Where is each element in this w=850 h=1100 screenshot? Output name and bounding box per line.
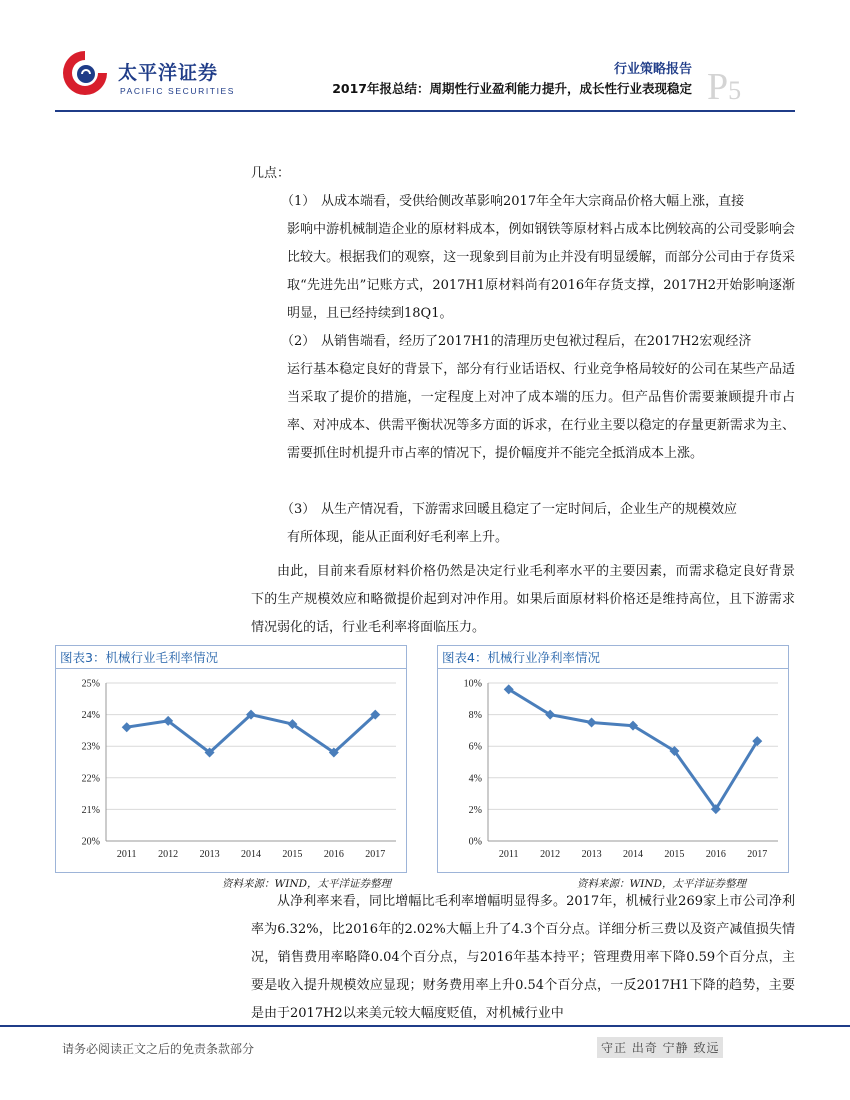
- list-item-first-line: 从销售端看，经历了2017H1的清理历史包袱过程后，在2017H2宏观经济: [321, 334, 752, 349]
- footer-divider: [0, 1025, 850, 1027]
- page-number: [707, 68, 741, 106]
- y-tick-label: 25%: [81, 678, 100, 690]
- data-point-marker: [122, 722, 132, 732]
- figure-source: 资料来源：WIND，太平洋证券整理: [222, 878, 392, 890]
- series-line: [509, 689, 758, 809]
- figure-source: 资料来源：WIND，太平洋证券整理: [577, 878, 747, 890]
- y-tick-label: 6%: [468, 741, 482, 753]
- gross-margin-line-chart: [56, 669, 406, 873]
- page-prefix: P: [707, 66, 729, 108]
- figure-gross-margin: [55, 645, 407, 873]
- net-margin-paragraph: 从净利率来看，同比增幅比毛利率增幅明显得多。2017年，机械行业269家上市公司净利率为6.32%，比2016年的2.02%大幅上升了4.3个百分点。详细分析三费以及资产减值损失情况，销售费用率略降0.04个百分点，与2016年基本持平；管理费用率下降0.59个百分点，主要是收入提升规模效应显现；财务费用率上升0.54个百分点，一反2017H1下降的趋势，主要是由于2017H2以来美元较大幅度贬值，对机械行业中: [251, 894, 795, 1021]
- y-tick-label: 10%: [463, 678, 482, 690]
- list-item-number: （2）: [281, 334, 316, 349]
- footer-motto: 守正 出奇 宁静 致远: [597, 1037, 723, 1058]
- footer-disclaimer: 请务必阅读正文之后的免责条款部分: [62, 1042, 255, 1056]
- x-tick-label: 2017: [365, 849, 386, 860]
- y-tick-label: 20%: [81, 836, 100, 848]
- x-tick-label: 2014: [623, 849, 643, 860]
- x-tick-label: 2015: [282, 849, 303, 860]
- logo-english-name: PACIFIC SECURITIES: [120, 86, 236, 96]
- x-tick-label: 2016: [705, 849, 726, 860]
- net-margin-line-chart: [438, 669, 788, 873]
- y-tick-label: 23%: [81, 741, 100, 753]
- figure-net-margin: [437, 645, 789, 873]
- list-item-number: （3）: [281, 502, 316, 517]
- y-tick-label: 0%: [468, 836, 482, 848]
- conclusion-paragraph: 由此，目前来看原材料价格仍然是决定行业毛利率水平的主要因素，而需求稳定良好背景下的生产规模效应和略微提价起到对冲作用。如果后面原材料价格还是维持高位，且下游需求情况弱化的话，行业毛利率将面临压力。: [251, 564, 795, 635]
- x-tick-label: 2014: [241, 849, 261, 860]
- report-type: 行业策略报告: [613, 62, 692, 77]
- x-tick-label: 2015: [664, 849, 685, 860]
- lead-paragraph: 几点：: [251, 166, 291, 181]
- list-item-1: [281, 188, 795, 328]
- list-item-2: [281, 328, 795, 468]
- page-number-value: 5: [728, 76, 742, 105]
- x-tick-label: 2012: [158, 849, 179, 860]
- x-tick-label: 2011: [498, 849, 519, 860]
- list-item-continuation: 有所体现，能从正面利好毛利率上升。: [287, 530, 509, 545]
- y-tick-label: 24%: [81, 710, 100, 722]
- y-tick-label: 4%: [468, 773, 482, 785]
- list-item-continuation: 运行基本稳定良好的背景下，部分有行业话语权、行业竞争格局较好的公司在某些产品适当采取了提价的措施，一定程度上对冲了成本端的压力。但产品售价需要兼顾提升市占率、对冲成本、供需平衡状况等多方面的诉求，在行业主要以稳定的存量更新需求为主、需要抓住时机提升市占率的情况下，提价幅度并不能完全抵消成本上涨。: [287, 362, 795, 461]
- figure-title: 图表3：机械行业毛利率情况: [60, 650, 218, 665]
- x-tick-label: 2012: [540, 849, 561, 860]
- y-tick-label: 8%: [468, 710, 482, 722]
- list-item-first-line: 从生产情况看，下游需求回暖且稳定了一定时间后，企业生产的规模效应: [321, 502, 738, 517]
- pacific-securities-logo-icon: [60, 48, 110, 98]
- figure-title: 图表4：机械行业净利率情况: [442, 650, 600, 665]
- report-title: 2017年报总结：周期性行业盈利能力提升，成长性行业表现稳定: [332, 81, 692, 96]
- header-divider: [55, 110, 795, 112]
- list-item-first-line: 从成本端看，受供给侧改革影响2017年全年大宗商品价格大幅上涨，直接: [321, 194, 745, 209]
- list-item-number: （1）: [281, 194, 316, 209]
- list-item-3: [281, 496, 795, 552]
- logo-chinese-name: 太平洋证券: [118, 62, 219, 84]
- list-item-continuation: 影响中游机械制造企业的原材料成本，例如钢铁等原材料占成本比例较高的公司受影响会比较大。根据我们的观察，这一现象到目前为止并没有明显缓解，而部分公司由于存货采取“先进先出”记账方式，2017H1原材料尚有2016年存货支撑，2017H2开始影响逐渐明显，且已经持续到18Q1。: [287, 222, 795, 321]
- y-tick-label: 22%: [81, 773, 100, 785]
- x-tick-label: 2013: [199, 849, 220, 860]
- y-tick-label: 21%: [81, 804, 100, 816]
- data-point-marker: [587, 718, 597, 728]
- x-tick-label: 2016: [323, 849, 344, 860]
- x-tick-label: 2011: [116, 849, 137, 860]
- x-tick-label: 2013: [581, 849, 602, 860]
- y-tick-label: 2%: [468, 804, 482, 816]
- x-tick-label: 2017: [747, 849, 768, 860]
